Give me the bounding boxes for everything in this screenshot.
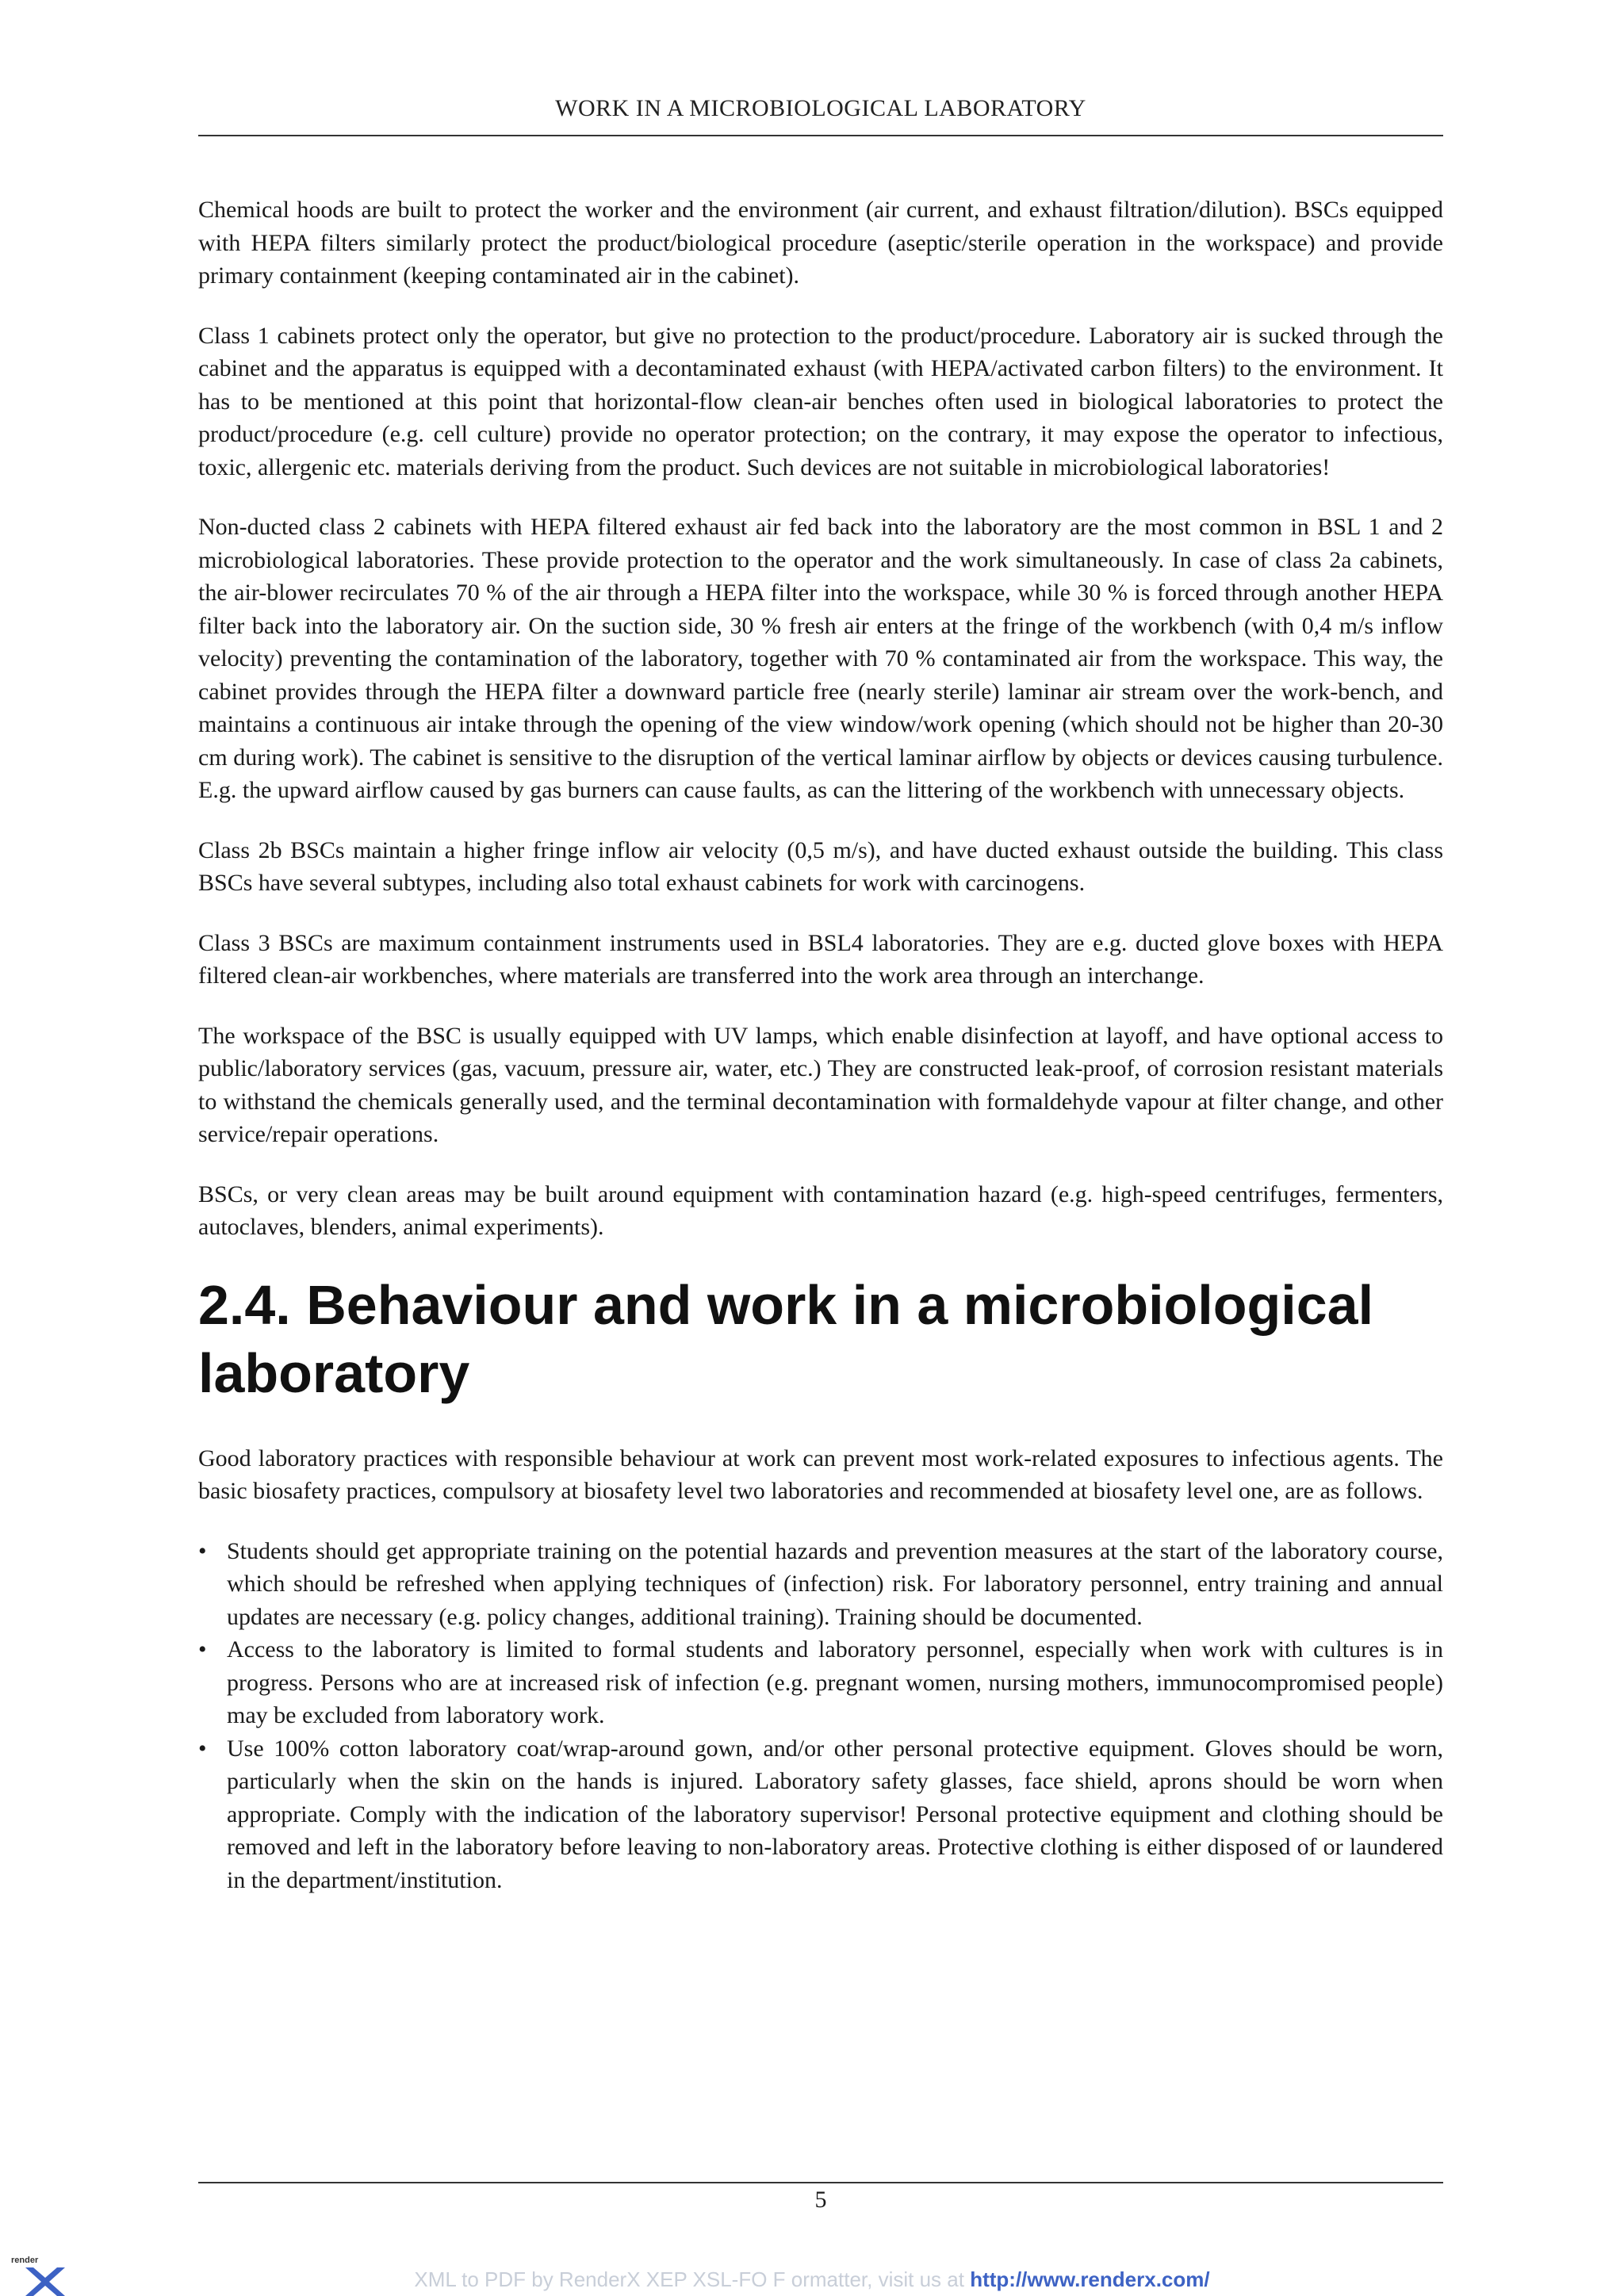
paragraph-bsc-workspace: The workspace of the BSC is usually equipped with UV lamps, which enable disinfection at layoff, and have optional access to public/laboratory services (gas, vacuum, pressure air, water, etc.) They are constructed leak-proof, of corrosion resistant materials to withstand the chemicals generally used, and the terminal decontamination with formaldehyde vapour at filter change, and other service/repair operations. (198, 1022, 1443, 1147)
list-item (198, 1535, 1443, 1634)
running-header: WORK IN A MICROBIOLOGICAL LABORATORY (555, 95, 1086, 121)
header-rule (198, 135, 1443, 136)
renderx-footer-text: XML to PDF by RenderX XEP XSL-FO F ormatter, visit us at (414, 2267, 964, 2291)
paragraph-class-2-cabinets: Non-ducted class 2 cabinets with HEPA filtered exhaust air fed back into the laboratory are the most common in BSL 1 and 2 microbiological laboratories. These provide protection to the operator and the work simultaneously. In case of class 2a cabinets, the air-blower recirculates 70 % of the air through a HEPA filter into the workspace, while 30 % is forced through another HEPA filter back into the laboratory air. On the suction side, 30 % fresh air enters at the fringe of the workbench (with 0,4 m/s inflow velocity) preventing the contamination of the laboratory, together with 70 % contaminated air from the workspace. This way, the cabinet provides through the HEPA filter a downward particle free (nearly sterile) laminar air stream over the work-bench, and maintains a continuous air intake through the opening of the view window/work opening (which should not be higher than 20-30 cm during work). The cabinet is sensitive to the disruption of the vertical laminar airflow by objects or devices causing turbulence. E.g. the upward airflow caused by gas burners can cause faults, as can the littering of the workbench with unnecessary objects. (198, 514, 1443, 803)
page-number: 5 (814, 2187, 827, 2213)
list-item-text: Access to the laboratory is limited to formal students and laboratory personnel, especially when work with cultures is in progress. Persons who are at increased risk of infection (e.g. pregnant women, nursing mothers, immunocompromised people) may be excluded from laboratory work. (227, 1636, 1443, 1728)
paragraph-class-2b-bscs: Class 2b BSCs maintain a higher fringe inflow air velocity (0,5 m/s), and have ducted exhaust outside the building. This class BSCs have several subtypes, including also total exhaust cabinets for work with carcinogens. (198, 836, 1443, 896)
bullet-icon: • (198, 1636, 207, 1663)
bullet-icon: • (198, 1735, 207, 1762)
biosafety-practices-list (198, 1535, 1443, 1897)
renderx-link[interactable]: http://www.renderx.com/ (970, 2267, 1210, 2291)
list-item-text: Use 100% cotton laboratory coat/wrap-around gown, and/or other personal protective equipment. Gloves should be worn, particularly when the skin on the hands is injured. Laboratory safety glasses, face shield, aprons should be worn when appropriate. Comply with the indication of the laboratory supervisor! Personal protective equipment and clothing should be removed and left in the laboratory before leaving to non-laboratory areas. Protective clothing is either disposed of or laundered in the department/institution. (227, 1735, 1443, 1893)
list-item (198, 1633, 1443, 1732)
renderx-footer (0, 2267, 1624, 2292)
list-item-text: Students should get appropriate training on the potential hazards and prevention measures at the start of the laboratory course, which should be refreshed when applying techniques of (infection) risk. For laboratory personnel, entry training and annual updates are necessary (e.g. policy changes, additional training). Training should be documented. (227, 1537, 1443, 1630)
paragraph-class-3-bscs: Class 3 BSCs are maximum containment instruments used in BSL4 laboratories. They are e.g. ducted glove boxes with HEPA filtered clean-air workbenches, where materials are transferred into the work area through an interchange. (198, 929, 1443, 989)
renderx-logo-text: render (11, 2256, 39, 2265)
paragraph-class-1-cabinets: Class 1 cabinets protect only the operator, but give no protection to the product/procedure. Laboratory air is sucked through the cabinet and the apparatus is equipped with a decontaminated exhaust (with HEPA/activated carbon filters) to the environment. It has to be mentioned at this point that horizontal-flow clean-air benches often used in biological laboratories to protect the product/procedure (e.g. cell culture) provide no operator protection; on the contrary, it may expose the operator to infectious, toxic, allergenic etc. materials deriving from the product. Such devices are not suitable in microbiological laboratories! (198, 322, 1443, 480)
page-content (198, 193, 1443, 1896)
paragraph-clean-areas: BSCs, or very clean areas may be built around equipment with contamination hazard (e.g. high-speed centrifuges, fermenters, autoclaves, blenders, animal experiments). (198, 1181, 1443, 1240)
bullet-icon: • (198, 1537, 207, 1564)
list-item (198, 1732, 1443, 1897)
footer-rule (198, 2182, 1443, 2183)
paragraph-chemical-hoods: Chemical hoods are built to protect the worker and the environment (air current, and exhaust filtration/dilution). BSCs equipped with HEPA filters similarly protect the product/biological procedure (aseptic/sterile operation in the workspace) and provide primary containment (keeping contaminated air in the cabinet). (198, 197, 1443, 289)
section-intro: Good laboratory practices with responsible behaviour at work can prevent most work-related exposures to infectious agents. The basic biosafety practices, compulsory at biosafety level two laboratories and recommended at biosafety level one, are as follows. (198, 1445, 1443, 1504)
section-heading: 2.4. Behaviour and work in a microbiological laboratory (198, 1273, 1374, 1404)
